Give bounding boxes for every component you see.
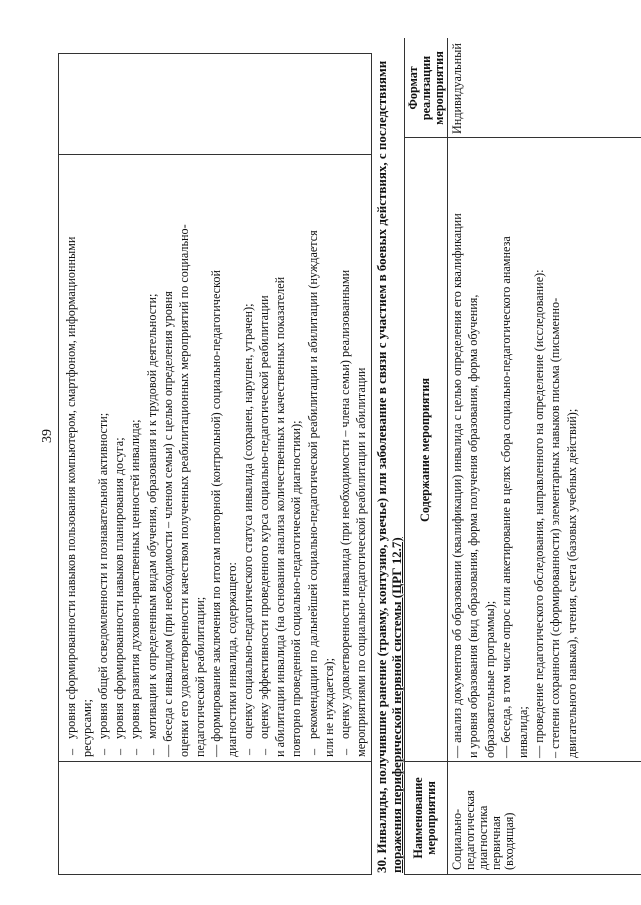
content-line: оценки его удовлетворенности качеством полученных реабилитационных мероприятий по социально- <box>176 224 191 757</box>
row-content-line: и уровня образования (вид образования, форма получения образования, форма обучения, <box>466 294 481 758</box>
content-line: повторно проведенной социально-педагогической диагностики); <box>289 420 304 757</box>
content-cell <box>59 154 371 761</box>
row-name-line: (входящая) <box>502 812 516 870</box>
row-content-line: — беседа, в том числе опрос или анкетирование в целях сбора социально-педагогического анамнеза <box>499 236 514 758</box>
row-content-line: двигательного навыка), чтения, счета (базовых учебных действий); <box>564 408 579 758</box>
content-line: оценку удовлетворенности инвалида (при необходимости – члена семьи) реализованными <box>337 269 352 739</box>
row-name-line: педагогическая <box>463 790 477 870</box>
content-line: — формирование заключения по итогам повторной (контрольной) социально-педагогической <box>208 270 223 757</box>
content-line: уровня общей осведомленности и познавательной активности; <box>96 412 111 739</box>
content-line: уровня сформированности навыков пользования компьютером, смартфоном, информационными <box>64 236 78 739</box>
content-line: мотивации к определенным видам обучения, образования и к трудовой деятельности; <box>144 293 159 739</box>
content-line: мероприятиями по социально-педагогической реабилитации и абилитации <box>353 367 368 757</box>
content-line: оценку социально-педагогического статуса инвалида (сохранен, нарушен, утрачен); <box>241 303 256 739</box>
row-content-line: — анализ документов об образовании (квалификации) инвалида с целью определения его квалификации <box>450 213 464 758</box>
bullet-dash: – <box>258 748 273 755</box>
row-name-line: первичная <box>489 816 503 870</box>
section-heading-line2: поражения периферической нервной системы (ЦРГ 12.7) <box>389 537 404 873</box>
bullet-dash: – <box>97 748 112 755</box>
row-content-line: — проведение педагогического обследования, направленного на определение (исследование): <box>531 269 546 758</box>
row-content-line: инвалида; <box>515 706 530 758</box>
header-format: Формат реализации мероприятия <box>406 51 446 125</box>
row-name-line: диагностика <box>476 805 490 870</box>
bullet-dash: – <box>129 748 144 755</box>
content-line: — беседа с инвалидом (при необходимости – членом семьи) с целью определения уровня <box>160 291 175 757</box>
content-line: уровня сформированности навыков планирования досуга; <box>112 437 127 739</box>
row-name-line: Социально- <box>450 808 464 870</box>
column-divider <box>405 137 641 138</box>
content-line: диагностики инвалида, содержащего: <box>225 562 239 757</box>
bullet-dash: – <box>145 748 160 755</box>
content-line: или не нуждается); <box>321 658 336 757</box>
content-line: педагогической реабилитации; <box>192 596 207 757</box>
row-format-cell: Индивидуальный <box>450 43 464 134</box>
content-line: и абилитации инвалида (на основании анализа количественных и качественных показателей <box>273 276 288 757</box>
bullet-dash: – <box>65 748 79 755</box>
continued-table <box>58 53 372 875</box>
section-heading-line1: 30. Инвалиды, получившие ранение (травму, контузию, увечье) или заболевание в связи с участием в боевых действиях, с последствиями <box>374 60 389 873</box>
content-line: рекомендации по дальнейшей социально-педагогической реабилитации и абилитации (нуждается <box>305 230 320 739</box>
row-name-cell <box>451 766 516 870</box>
page-number: 39 <box>40 429 55 443</box>
bullet-dash: – <box>338 748 353 755</box>
header-divider <box>447 38 448 874</box>
row-content-cell <box>451 142 582 758</box>
header-content: Содержание мероприятия <box>418 378 432 522</box>
section-heading <box>374 43 404 873</box>
bullet-dash: – <box>242 748 257 755</box>
column-divider <box>405 761 641 762</box>
empty-name-cell <box>59 761 371 874</box>
header-name: Наименование мероприятия <box>411 777 438 859</box>
content-line: оценку эффективности проведенного курса социально-педагогической реабилитации <box>257 295 272 739</box>
empty-format-cell <box>59 54 371 154</box>
bullet-dash: – <box>113 748 128 755</box>
row-content-line: образовательные программы); <box>482 600 497 758</box>
content-line: уровня развития духовно-нравственных ценностей инвалида; <box>128 419 143 739</box>
row-content-line: – степени сохранности (сформированности) элементарных навыков письма (письменно- <box>548 297 563 758</box>
content-line: ресурсами; <box>80 699 95 757</box>
bullet-dash: – <box>306 748 321 755</box>
measures-table <box>404 38 641 875</box>
